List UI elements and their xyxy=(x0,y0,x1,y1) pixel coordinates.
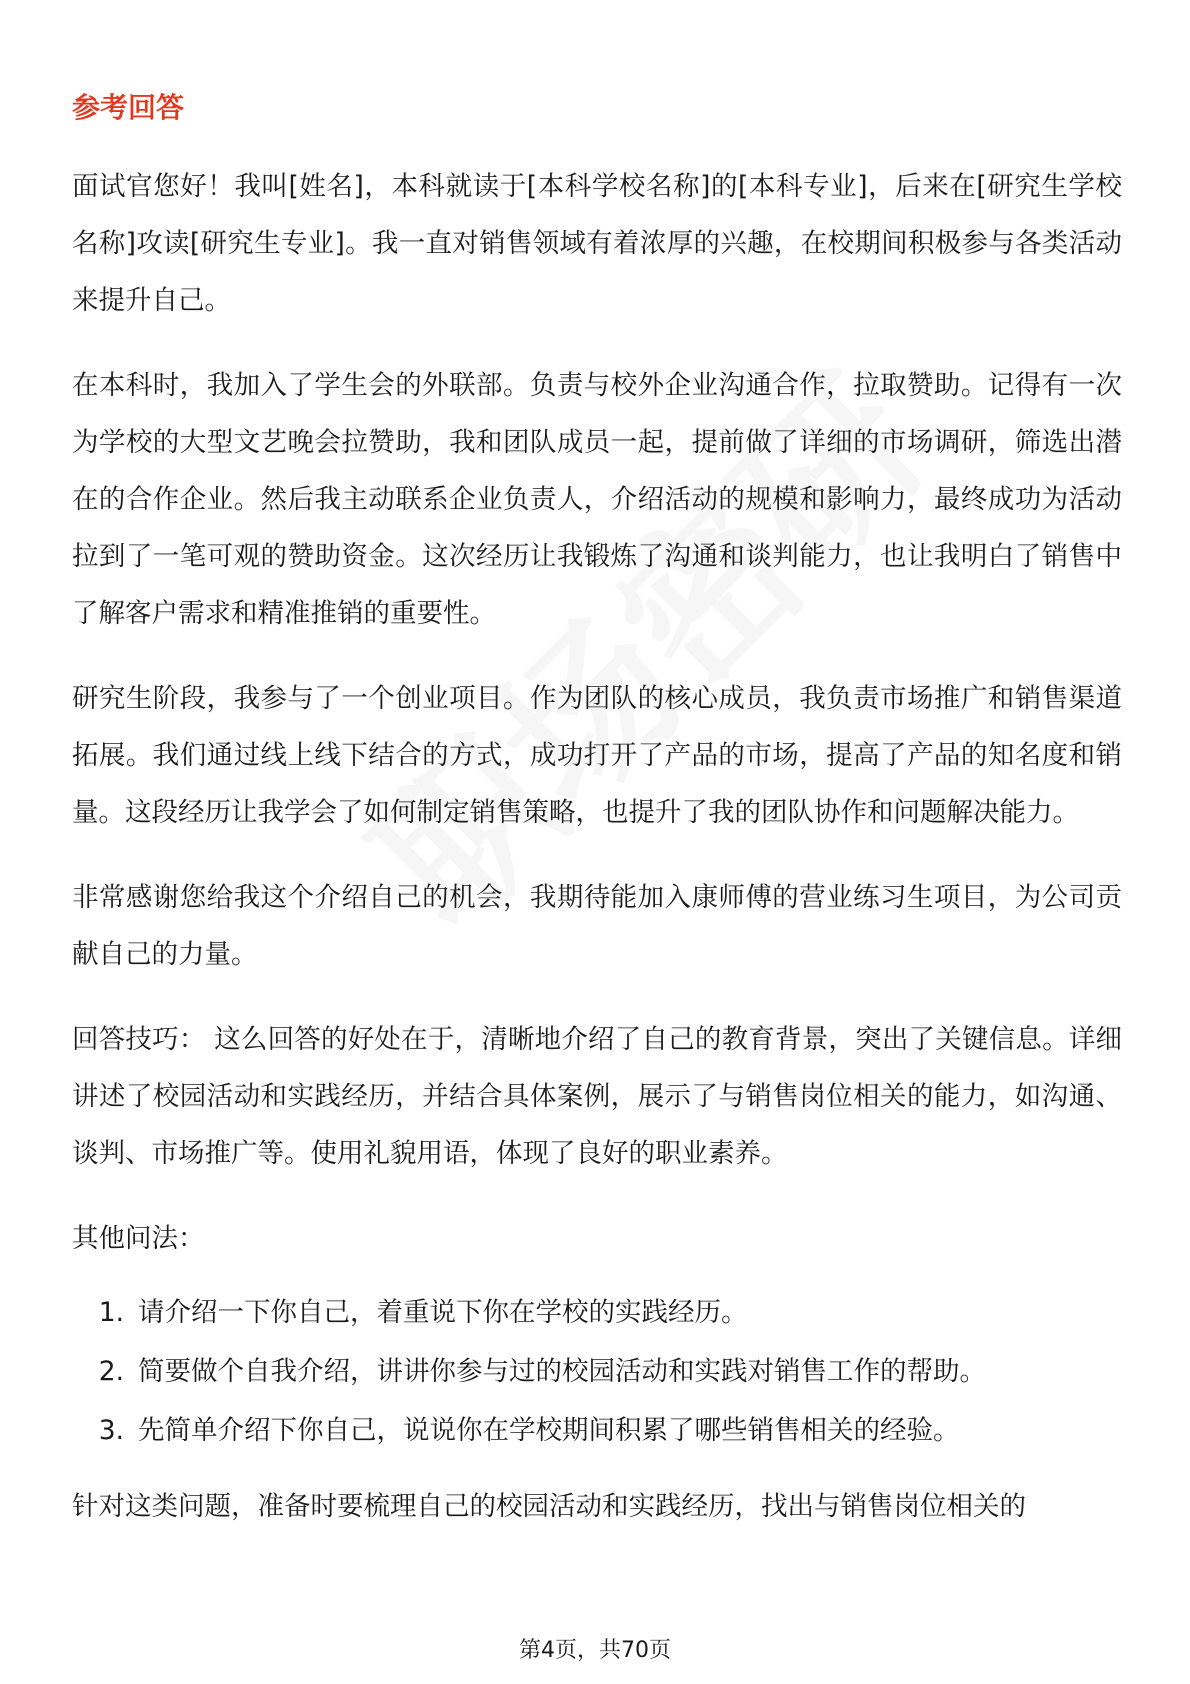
list-item xyxy=(72,1283,1122,1342)
list-item xyxy=(72,1401,1122,1460)
paragraph-intro: 面试官您好！我叫[姓名]，本科就读于[本科学校名称]的[本科专业]，后来在[研究生学校名称]攻读[研究生专业]。我一直对销售领域有着浓厚的兴趣，在校期间积极参与各类活动来提升自己。 xyxy=(72,171,1122,316)
alternate-questions-list xyxy=(72,1283,1122,1460)
paragraph-tips: 回答技巧： 这么回答的好处在于，清晰地介绍了自己的教育背景，突出了关键信息。详细讲述了校园活动和实践经历，并结合具体案例，展示了与销售岗位相关的能力，如沟通、谈判、市场推广等。使用礼貌用语，体现了良好的职业素养。 xyxy=(72,1024,1122,1169)
list-number: 3. xyxy=(98,1415,124,1446)
page-footer: 第4页，共70页 xyxy=(519,1638,671,1663)
list-item xyxy=(72,1342,1122,1401)
list-number: 2. xyxy=(98,1356,124,1387)
list-text: 简要做个自我介绍，讲讲你参与过的校园活动和实践对销售工作的帮助。 xyxy=(138,1356,986,1387)
paragraph-postgrad: 研究生阶段，我参与了一个创业项目。作为团队的核心成员，我负责市场推广和销售渠道拓展。我们通过线上线下结合的方式，成功打开了产品的市场，提高了产品的知名度和销量。这段经历让我学会了如何制定销售策略，也提升了我的团队协作和问题解决能力。 xyxy=(72,683,1122,828)
list-text: 请介绍一下你自己，着重说下你在学校的实践经历。 xyxy=(138,1297,748,1328)
paragraph-other-questions: 其他问法： xyxy=(72,1223,205,1254)
list-text: 先简单介绍下你自己，说说你在学校期间积累了哪些销售相关的经验。 xyxy=(138,1415,960,1446)
paragraph-tail: 针对这类问题，准备时要梳理自己的校园活动和实践经历，找出与销售岗位相关的 xyxy=(72,1491,1026,1522)
content xyxy=(72,88,1122,1563)
list-number: 1. xyxy=(98,1297,124,1328)
paragraph-thanks: 非常感谢您给我这个介绍自己的机会，我期待能加入康师傅的营业练习生项目，为公司贡献自己的力量。 xyxy=(72,882,1122,970)
section-heading: 参考回答 xyxy=(72,91,185,124)
paragraph-undergrad: 在本科时，我加入了学生会的外联部。负责与校外企业沟通合作，拉取赞助。记得有一次为学校的大型文艺晚会拉赞助，我和团队成员一起，提前做了详细的市场调研，筛选出潜在的合作企业。然后我主动联系企业负责人，介绍活动的规模和影响力，最终成功为活动拉到了一笔可观的赞助资金。这次经历让我锻炼了沟通和谈判能力，也让我明白了销售中了解客户需求和精准推销的重要性。 xyxy=(72,370,1122,629)
